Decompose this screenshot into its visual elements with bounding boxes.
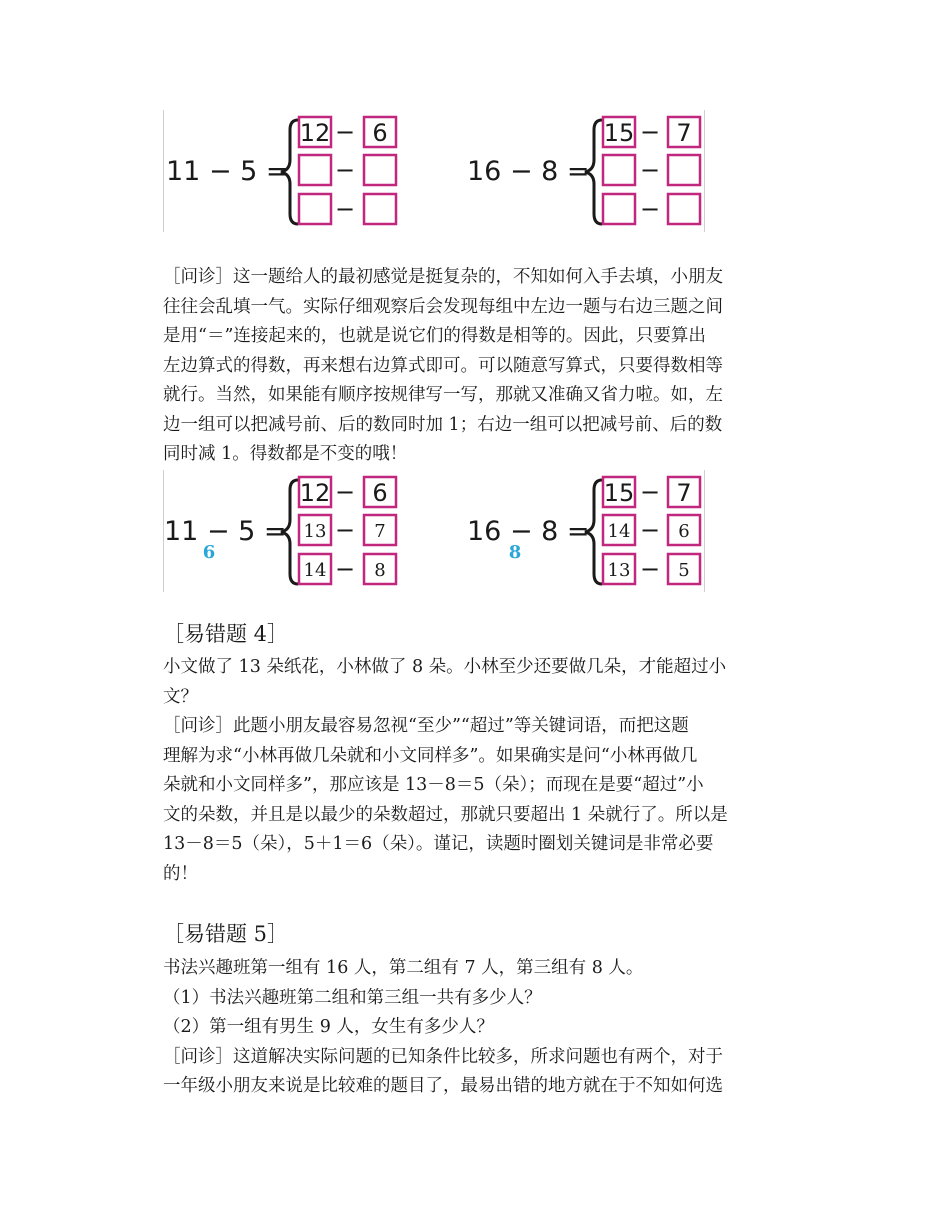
equation-right-lhs: 16 − 8 = <box>467 516 590 547</box>
brace-right <box>585 480 602 584</box>
equation-figure-blank <box>163 110 705 232</box>
brace-left <box>281 480 298 584</box>
text-line: （2）第一组有男生 9 人，女生有多少人？ <box>163 1017 494 1037</box>
minus-sign: − <box>334 555 356 583</box>
box-value: 14 <box>607 521 631 542</box>
text-line: 13－8＝5（朵），5＋1＝6（朵）。谨记，读题时圈划关键词是非常必要 <box>163 834 714 854</box>
box-value: 6 <box>372 119 388 147</box>
minus-sign: − <box>334 195 356 223</box>
text-line: 左边算式的得数，再来想右边算式即可。可以随意写算式，只要得数相等 <box>163 355 723 376</box>
minus-sign: − <box>639 478 661 506</box>
brace-right <box>585 120 602 224</box>
answer-box[interactable] <box>299 194 331 224</box>
box-value: 6 <box>678 521 690 542</box>
text-line: ［问诊］这一题给人的最初感觉是挺复杂的，不知如何入手去填，小朋友 <box>163 267 723 287</box>
answer-box[interactable] <box>364 155 396 185</box>
text-line: 文的朵数，并且是以最少的朵数超过，那就只要超出 1 朵就行了。所以是 <box>163 804 728 825</box>
minus-sign: − <box>639 118 661 146</box>
minus-sign: − <box>639 156 661 184</box>
text-line: ［问诊］此题小朋友最容易忽视“至少”“超过”等关键词语，而把这题 <box>163 716 689 736</box>
box-value: 15 <box>603 479 635 507</box>
text-line: （1）书法兴趣班第二组和第三组一共有多少人？ <box>163 987 542 1008</box>
box-value: 7 <box>676 119 692 147</box>
box-value: 13 <box>303 521 327 542</box>
answer-box[interactable] <box>603 155 635 185</box>
section-heading-4: ［易错题 4］ <box>163 622 289 646</box>
equation-right-lhs: 16 − 8 = <box>467 156 590 187</box>
minus-sign: − <box>334 478 356 506</box>
text-line: 是用“＝”连接起来的，也就是说它们的得数是相等的。因此，只要算出 <box>163 326 706 346</box>
box-value: 7 <box>676 479 692 507</box>
equation-figure-filled <box>163 470 705 592</box>
box-value: 14 <box>303 560 327 581</box>
text-line: 朵就和小文同样多”，那应该是 13－8＝5（朵）；而现在是要“超过”小 <box>163 775 704 795</box>
equation-left-lhs: 11 − 5 = <box>164 516 287 547</box>
text-line: 书法兴趣班第一组有 16 人，第二组有 7 人，第三组有 8 人。 <box>163 958 644 978</box>
brace-left <box>281 120 298 224</box>
minus-sign: − <box>334 156 356 184</box>
text-line: 就行。当然，如果能有顺序按规律写一写，那就又准确又省力啦。如，左 <box>163 385 723 405</box>
minus-sign: − <box>639 555 661 583</box>
box-value: 8 <box>374 560 386 581</box>
text-line: 理解为求“小林再做几朵就和小文同样多”。如果确实是问“小林再做几 <box>163 745 698 766</box>
explanation-paragraph-1 <box>163 263 783 470</box>
answer-box[interactable] <box>668 155 700 185</box>
section-heading-5: ［易错题 5］ <box>163 922 289 946</box>
problem-4-text <box>163 653 783 889</box>
problem-5-text <box>163 954 783 1102</box>
hint-number: 6 <box>202 542 216 563</box>
minus-sign: − <box>639 195 661 223</box>
minus-sign: − <box>334 118 356 146</box>
text-line: 文？ <box>163 686 198 707</box>
text-line: 的！ <box>163 863 198 884</box>
text-line: ［问诊］这道解决实际问题的已知条件比较多，所求问题也有两个，对于 <box>163 1046 723 1067</box>
minus-sign: − <box>334 516 356 544</box>
answer-box[interactable] <box>668 194 700 224</box>
answer-box[interactable] <box>299 155 331 185</box>
box-value: 12 <box>299 119 331 147</box>
text-line: 一年级小朋友来说是比较难的题目了，最易出错的地方就在于不知如何选 <box>163 1076 723 1096</box>
text-line: 边一组可以把减号前、后的数同时加 1；右边一组可以把减号前、后的数 <box>163 414 723 435</box>
hint-number: 8 <box>508 542 522 563</box>
text-line: 同时减 1。得数都是不变的哦！ <box>163 444 408 464</box>
box-value: 12 <box>299 479 331 507</box>
box-value: 5 <box>678 560 690 581</box>
text-line: 往往会乱填一气。实际仔细观察后会发现每组中左边一题与右边三题之间 <box>163 296 723 317</box>
minus-sign: − <box>639 516 661 544</box>
box-value: 15 <box>603 119 635 147</box>
box-value: 6 <box>372 479 388 507</box>
box-value: 7 <box>374 521 386 542</box>
equation-left-lhs: 11 − 5 = <box>166 156 289 187</box>
box-value: 13 <box>607 560 631 581</box>
answer-box[interactable] <box>364 194 396 224</box>
answer-box[interactable] <box>603 194 635 224</box>
text-line: 小文做了 13 朵纸花，小林做了 8 朵。小林至少还要做几朵，才能超过小 <box>163 657 727 677</box>
